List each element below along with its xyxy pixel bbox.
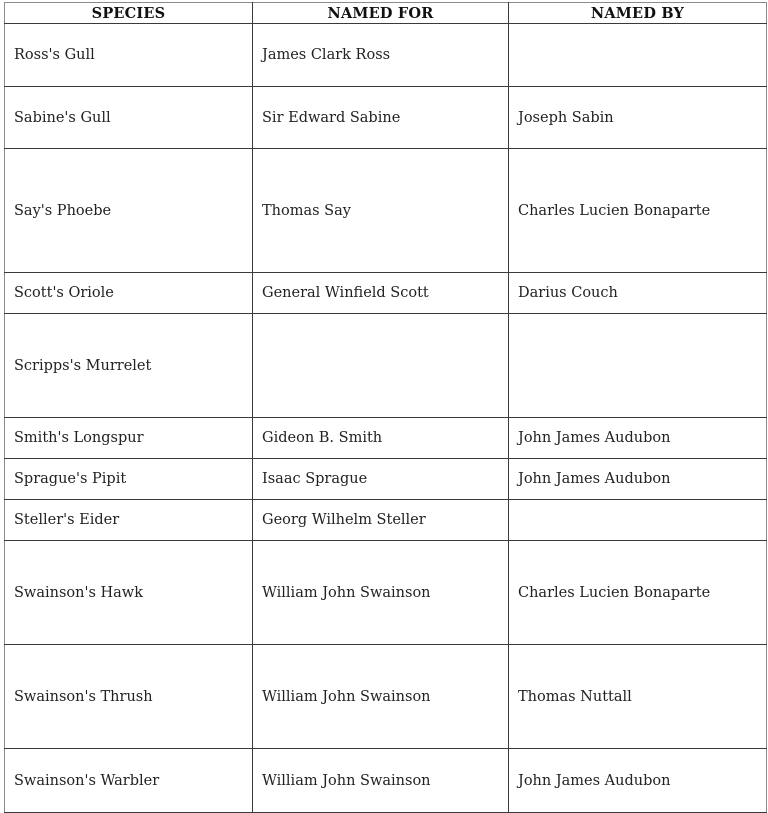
table-row <box>5 541 767 645</box>
table-row <box>5 24 767 87</box>
cell-named-by <box>509 500 767 541</box>
cell-named-by: John James Audubon <box>509 749 767 813</box>
cell-named-by: Joseph Sabin <box>509 87 767 149</box>
table-row <box>5 273 767 314</box>
cell-species: Steller's Eider <box>5 500 253 541</box>
cell-named-by <box>509 24 767 87</box>
column-header-named-by: NAMED BY <box>509 3 767 24</box>
header-row <box>5 3 767 24</box>
cell-named-for: Gideon B. Smith <box>253 418 509 459</box>
cell-named-by <box>509 314 767 418</box>
column-header-named-for: NAMED FOR <box>253 3 509 24</box>
cell-species: Swainson's Warbler <box>5 749 253 813</box>
cell-named-for: William John Swainson <box>253 645 509 749</box>
birds-eponym-table-container <box>4 2 767 813</box>
cell-named-for: Isaac Sprague <box>253 459 509 500</box>
cell-named-for <box>253 314 509 418</box>
column-header-species: SPECIES <box>5 3 253 24</box>
cell-species: Ross's Gull <box>5 24 253 87</box>
cell-species: Sprague's Pipit <box>5 459 253 500</box>
cell-named-for: William John Swainson <box>253 749 509 813</box>
cell-named-for: Georg Wilhelm Steller <box>253 500 509 541</box>
cell-species: Smith's Longspur <box>5 418 253 459</box>
cell-named-by: John James Audubon <box>509 459 767 500</box>
cell-species: Scripps's Murrelet <box>5 314 253 418</box>
table-row <box>5 314 767 418</box>
table-row <box>5 749 767 813</box>
cell-species: Sabine's Gull <box>5 87 253 149</box>
cell-named-for: General Winfield Scott <box>253 273 509 314</box>
table-row <box>5 500 767 541</box>
birds-eponym-table <box>4 2 767 813</box>
cell-species: Scott's Oriole <box>5 273 253 314</box>
table-row <box>5 149 767 273</box>
cell-species: Say's Phoebe <box>5 149 253 273</box>
cell-named-for: Sir Edward Sabine <box>253 87 509 149</box>
cell-named-by: Charles Lucien Bonaparte <box>509 149 767 273</box>
table-row <box>5 459 767 500</box>
cell-named-for: James Clark Ross <box>253 24 509 87</box>
cell-named-by: Charles Lucien Bonaparte <box>509 541 767 645</box>
table-row <box>5 418 767 459</box>
table-row <box>5 645 767 749</box>
cell-named-by: Darius Couch <box>509 273 767 314</box>
cell-named-by: John James Audubon <box>509 418 767 459</box>
cell-named-by: Thomas Nuttall <box>509 645 767 749</box>
table-row <box>5 87 767 149</box>
cell-named-for: William John Swainson <box>253 541 509 645</box>
cell-species: Swainson's Thrush <box>5 645 253 749</box>
cell-species: Swainson's Hawk <box>5 541 253 645</box>
cell-named-for: Thomas Say <box>253 149 509 273</box>
